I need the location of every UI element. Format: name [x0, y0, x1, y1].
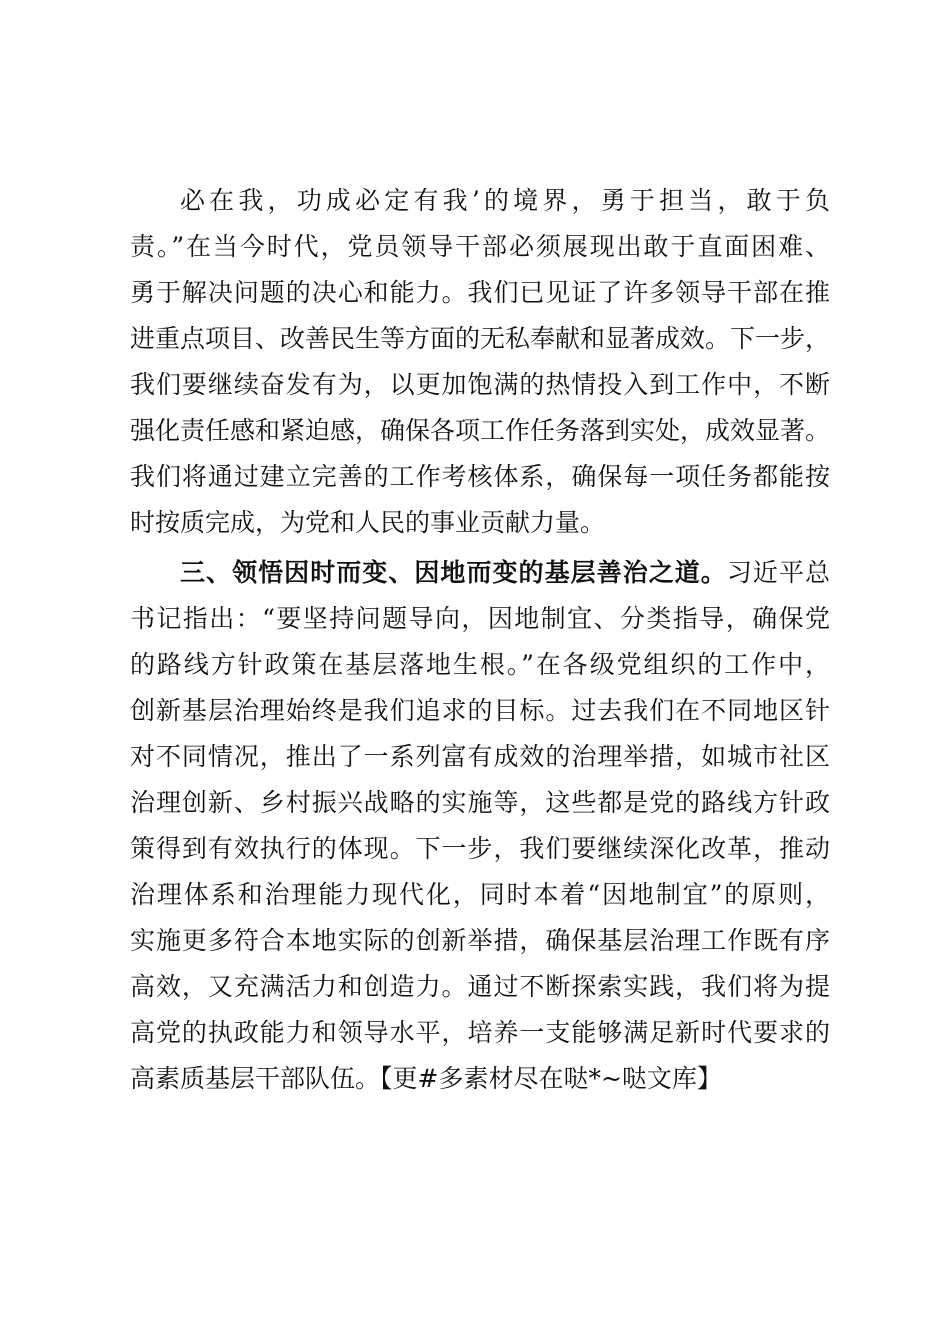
- body-text-line: 必在我，功成必定有我’的境界，勇于担当，敢于负: [180, 186, 830, 215]
- body-text-line: 治理体系和治理能力现代化，同时本着“因地制宜”的原则，: [130, 880, 830, 909]
- section-heading: 三、领悟因时而变、因地而变的基层善治之道。: [180, 558, 727, 587]
- body-text-line: 治理创新、乡村振兴战略的实施等，这些都是党的路线方针政: [130, 788, 830, 817]
- body-text-line: 策得到有效执行的体现。下一步，我们要继续深化改革，推动: [130, 834, 830, 863]
- section-heading-line: [180, 550, 830, 596]
- body-text-span: 习近平总: [726, 558, 830, 587]
- body-text-line: 对不同情况，推出了一系列富有成效的治理举措，如城市社区: [130, 742, 830, 771]
- body-text-line: 责。”在当今时代，党员领导干部必须展现出敢于直面困难、: [130, 232, 830, 261]
- body-text-line: 时按质完成，为党和人民的事业贡献力量。: [130, 508, 606, 537]
- body-text-line: 我们要继续奋发有为，以更加饱满的热情投入到工作中，不断: [130, 370, 830, 399]
- body-text-line: 书记指出：“要坚持问题导向，因地制宜、分类指导，确保党: [130, 604, 830, 633]
- body-text-line: 创新基层治理始终是我们追求的目标。过去我们在不同地区针: [130, 696, 830, 725]
- body-text-line: 高素质基层干部队伍。【更#多素材尽在哒*~哒文库】: [130, 1064, 722, 1093]
- body-text-line: 实施更多符合本地实际的创新举措，确保基层治理工作既有序: [130, 926, 830, 955]
- body-text-line: 高党的执政能力和领导水平，培养一支能够满足新时代要求的: [130, 1018, 830, 1047]
- body-text-line: 的路线方针政策在基层落地生根。”在各级党组织的工作中，: [130, 650, 830, 679]
- body-text-line: 强化责任感和紧迫感，确保各项工作任务落到实处，成效显著。: [130, 416, 830, 445]
- body-text-line: 进重点项目、改善民生等方面的无私奉献和显著成效。下一步，: [130, 324, 830, 353]
- body-text-line: 高效，又充满活力和创造力。通过不断探索实践，我们将为提: [130, 972, 830, 1001]
- body-text-line: 勇于解决问题的决心和能力。我们已见证了许多领导干部在推: [130, 278, 830, 307]
- body-text-line: 我们将通过建立完善的工作考核体系，确保每一项任务都能按: [130, 462, 830, 491]
